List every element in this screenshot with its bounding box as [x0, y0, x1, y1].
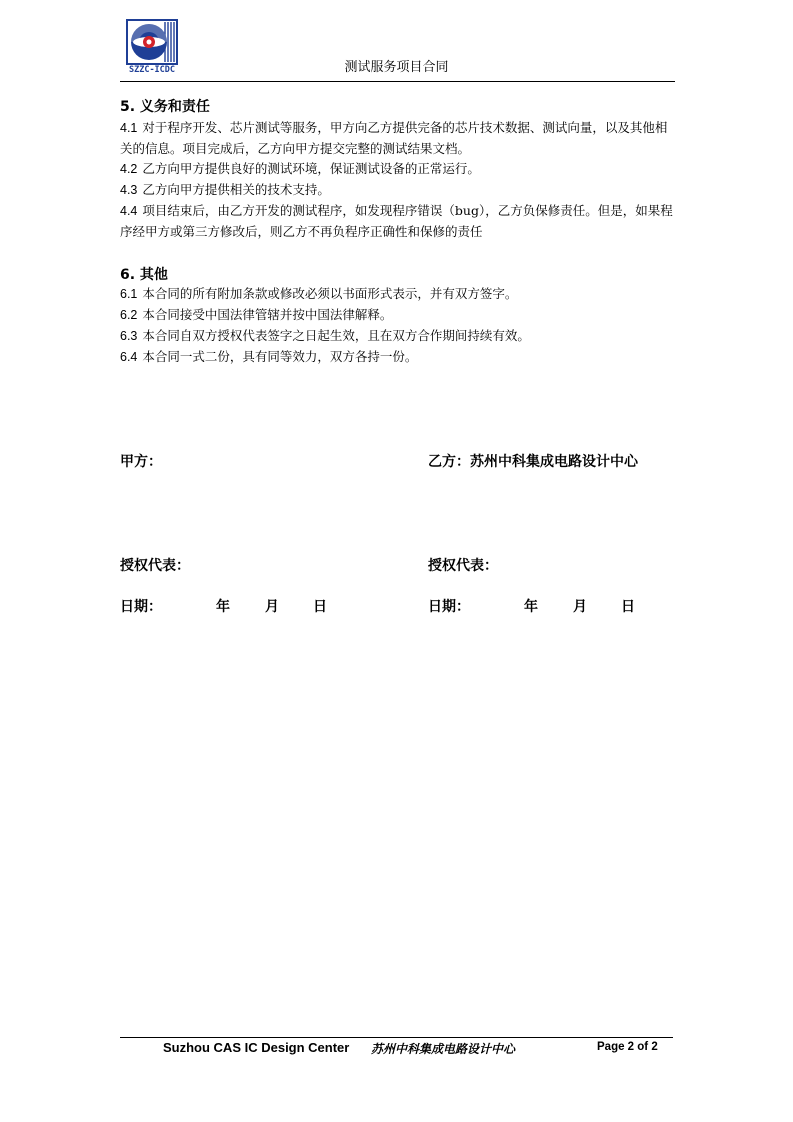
- clause-number: 6.4: [120, 350, 138, 364]
- party-a-representative: 授权代表：: [120, 558, 190, 574]
- clause-text: 项目结束后，由乙方开发的测试程序，如发现程序错误（bug），乙方负保修责任。但是，如果程序经甲方或第三方修改后，则乙方不再负程序正确性和保修的责任: [120, 203, 673, 239]
- clause-text: 本合同一式二份，具有同等效力，双方各持一份。: [142, 349, 418, 364]
- document-title: 测试服务项目合同: [344, 60, 449, 75]
- clause-text: 本合同自双方授权代表签字之日起生效，且在双方合作期间持续有效。: [142, 328, 530, 343]
- clause-6-2: [120, 305, 673, 326]
- party-a-day: 日: [313, 599, 327, 615]
- clause-4-3: [120, 180, 673, 201]
- clause-number: 4.2: [120, 162, 138, 176]
- clause-text: 对于程序开发、芯片测试等服务，甲方向乙方提供完备的芯片技术数据、测试向量，以及其他相关的信息。项目完成后，乙方向甲方提交完整的测试结果文档。: [120, 120, 668, 156]
- party-b-label: 乙方：苏州中科集成电路设计中心: [428, 454, 638, 470]
- clause-number: 4.3: [120, 183, 138, 197]
- party-a-year: 年: [216, 599, 230, 615]
- party-a-date-label: 日期：: [120, 599, 162, 615]
- clause-text: 本合同接受中国法律管辖并按中国法律解释。: [142, 307, 393, 322]
- clause-number: 6.2: [120, 308, 138, 322]
- clause-number: 6.3: [120, 329, 138, 343]
- logo-text: SZZC-ICDC: [128, 65, 176, 75]
- clause-6-3: [120, 326, 673, 347]
- party-b-representative: 授权代表：: [428, 558, 498, 574]
- clause-text: 本合同的所有附加条款或修改必须以书面形式表示，并有双方签字。: [142, 286, 518, 301]
- footer-divider: [120, 1037, 673, 1038]
- header-divider: [120, 81, 675, 82]
- footer-org-cn: 苏州中科集成电路设计中心: [371, 1042, 516, 1056]
- clause-text: 乙方向甲方提供相关的技术支持。: [142, 182, 330, 197]
- party-b-year: 年: [524, 599, 538, 615]
- party-a-month: 月: [265, 599, 279, 615]
- footer-org-en: Suzhou CAS IC Design Center: [163, 1040, 350, 1055]
- clause-number: 6.1: [120, 287, 138, 301]
- section-5-title: 5. 义务和责任: [120, 99, 210, 115]
- party-a-label: 甲方：: [120, 454, 162, 470]
- clause-6-1: [120, 284, 673, 305]
- clause-4-2: [120, 159, 673, 180]
- clause-4-4: [120, 201, 673, 242]
- clause-6-4: [120, 347, 673, 368]
- clause-number: 4.1: [120, 121, 138, 135]
- page-number: Page 2 of 2: [597, 1041, 658, 1053]
- section-6-title: 6. 其他: [120, 267, 168, 283]
- clause-number: 4.4: [120, 204, 138, 218]
- clause-text: 乙方向甲方提供良好的测试环境，保证测试设备的正常运行。: [142, 161, 480, 176]
- party-b-date-label: 日期：: [428, 599, 470, 615]
- party-b-month: 月: [573, 599, 587, 615]
- clause-4-1: [120, 118, 673, 159]
- party-b-day: 日: [621, 599, 635, 615]
